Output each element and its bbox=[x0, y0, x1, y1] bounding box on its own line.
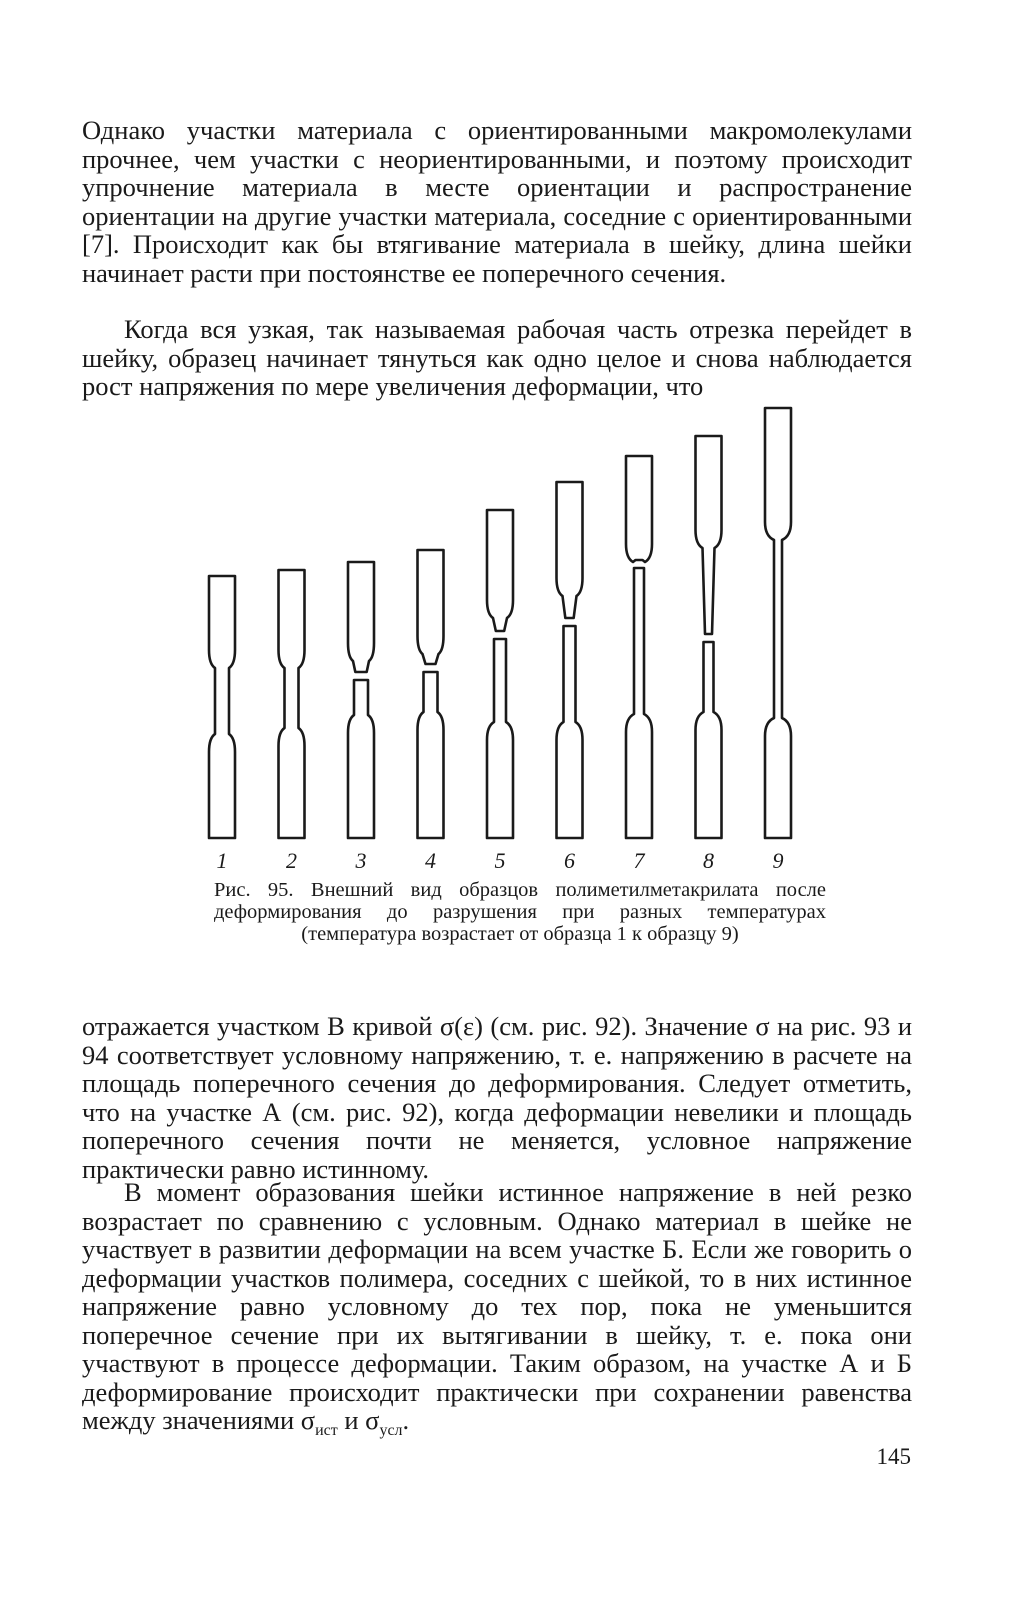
paragraph-1: Однако участки материала с ориентированными макромолекулами прочнее, чем участки с неориентированными, и поэтому происходит упрочнение материала в месте ориентации и распространение ориентации на другие участки материала, соседние с ориентированными [7]. Происходит как бы втягивание материала в шейку, длина шейки начинает расти при постоянстве ее поперечного сечения. bbox=[82, 115, 912, 288]
subscript-usl: усл bbox=[379, 1422, 403, 1439]
specimen-7 bbox=[626, 456, 652, 838]
specimen-upper-part bbox=[626, 456, 652, 562]
specimen-lower-part bbox=[696, 642, 722, 838]
specimen-6 bbox=[557, 482, 583, 838]
sample-label-3: 3 bbox=[355, 848, 367, 873]
specimen-outline bbox=[279, 570, 305, 838]
sample-label-4: 4 bbox=[425, 848, 436, 873]
paragraph-4-mid: и σ bbox=[337, 1405, 380, 1435]
figure-95 bbox=[195, 400, 820, 878]
specimen-lower-part bbox=[487, 639, 513, 838]
sample-labels bbox=[195, 848, 820, 878]
specimen-lower-part bbox=[348, 680, 374, 838]
paragraph-2: Когда вся узкая, так называемая рабочая часть отрезка перейдет в шейку, образец начинает тянуться как одно целое и снова наблюдается рост напряжения по мере увеличения деформации, что bbox=[82, 314, 912, 401]
specimen-upper-part bbox=[418, 550, 444, 664]
paragraph-4-end: . bbox=[402, 1405, 410, 1435]
sample-label-1: 1 bbox=[216, 848, 228, 873]
specimen-upper-part bbox=[696, 436, 722, 634]
figure-caption: Рис. 95. Внешний вид образцов полиметилметакрилата после деформирования до разрушения при разных температурах (температура возрастает от образца 1 к образцу 9) bbox=[214, 879, 826, 945]
specimen-2 bbox=[279, 570, 305, 838]
sample-label-7: 7 bbox=[633, 848, 645, 873]
specimen-5 bbox=[487, 510, 513, 838]
specimen-lower-part bbox=[626, 568, 652, 838]
specimen-upper-part bbox=[348, 562, 374, 672]
paragraph-4 bbox=[82, 1178, 912, 1446]
specimen-upper-part bbox=[487, 510, 513, 631]
specimen-outline bbox=[209, 576, 235, 838]
specimen-1 bbox=[209, 576, 235, 838]
paragraph-3: отражается участком В кривой σ(ε) (см. рис. 92). Значение σ на рис. 93 и 94 соответствует условному напряжению, т. е. напряжению в расчете на площадь поперечного сечения до деформирования. Следует отметить, что на участке А (см. рис. 92), когда деформации невелики и площадь поперечного сечения почти не меняется, условное напряжение практически равно истинному. bbox=[82, 1011, 913, 1184]
sample-label-5: 5 bbox=[494, 848, 506, 873]
sample-label-6: 6 bbox=[564, 848, 575, 873]
page-number: 145 bbox=[876, 1444, 911, 1469]
specimen-drawings bbox=[195, 400, 820, 878]
sample-label-8: 8 bbox=[703, 848, 714, 873]
specimen-4 bbox=[418, 550, 444, 838]
specimen-9 bbox=[765, 408, 791, 838]
subscript-ist: ист bbox=[315, 1422, 338, 1439]
specimen-upper-part bbox=[557, 482, 583, 618]
specimen-outline bbox=[765, 408, 791, 838]
specimen-8 bbox=[696, 436, 722, 838]
specimen-lower-part bbox=[557, 626, 583, 838]
specimen-3 bbox=[348, 562, 374, 838]
specimen-lower-part bbox=[418, 672, 444, 838]
sample-label-2: 2 bbox=[286, 848, 297, 873]
paragraph-4-text: В момент образования шейки истинное напряжение в ней резко возрастает по сравнению с условным. Однако материал в шейке не участвует в развитии деформации на всем участке Б. Если же говорить о деформации участков полимера, соседних с шейкой, то в них истинное напряжение равно условному до тех пор, пока не уменьшится поперечное сечение при их вытягивании в шейку, т. е. пока они участвуют в процессе деформации. Таким образом, на участке А и Б деформирование происходит практически при сохранении равенства между значениями σ bbox=[82, 1177, 912, 1435]
sample-label-9: 9 bbox=[772, 848, 784, 873]
